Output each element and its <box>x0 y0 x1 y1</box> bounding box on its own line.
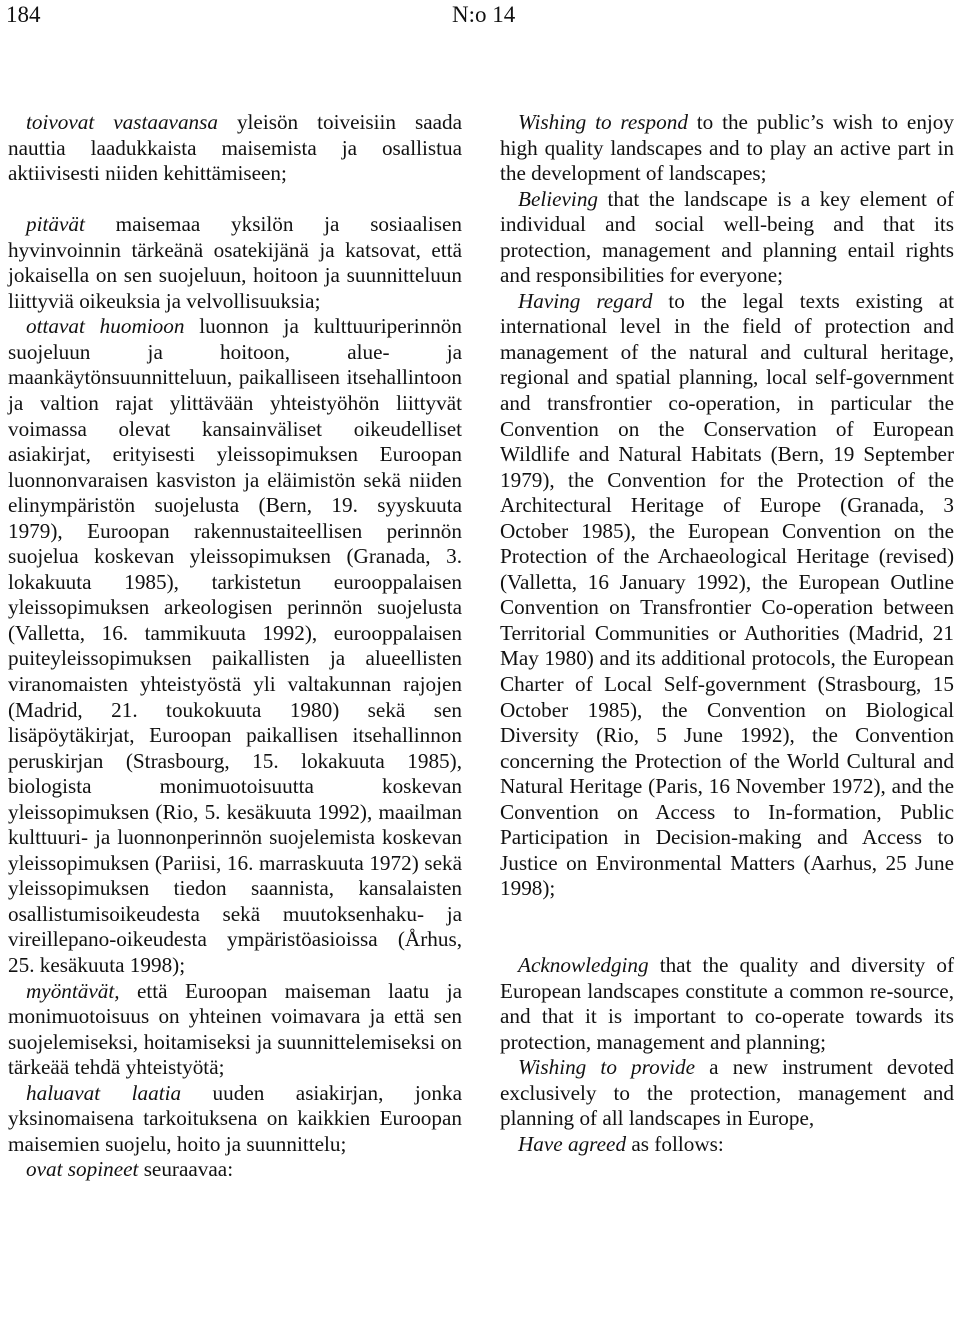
page-number: 184 <box>6 2 41 27</box>
fi-paragraph-2 <box>8 212 462 314</box>
en-paragraph-3 <box>500 289 954 902</box>
en-paragraph-5 <box>500 1055 954 1132</box>
en-lead-1: Wishing to respond <box>518 110 688 134</box>
fi-lead-3: ottavat huomioon <box>26 314 185 339</box>
en-paragraph-2 <box>500 187 954 289</box>
fi-paragraph-3 <box>8 314 462 978</box>
en-lead-2: Believing <box>518 186 599 211</box>
en-lead-6: Have agreed <box>518 1131 627 1156</box>
en-text-5: a new instrument devoted exclusively to the protection, management and planning of all landscapes in Europe, <box>500 1055 954 1131</box>
spacer <box>8 187 462 213</box>
fi-paragraph-1 <box>8 110 462 187</box>
finnish-column <box>8 110 462 1183</box>
fi-lead-5: haluavat laatia <box>26 1080 182 1105</box>
en-lead-5: Wishing to provide <box>518 1055 695 1080</box>
en-lead-4: Acknowledging <box>518 952 649 977</box>
fi-text-1: yleisön toiveisiin saada nauttia laadukkaista maisemista ja osallistua aktiivisesti niiden kehittämiseen; <box>8 110 462 186</box>
fi-paragraph-4 <box>8 979 462 1081</box>
fi-text-4: että Euroopan maiseman laatu ja monimuotoisuus on yhteinen voimavara ja että sen suojelemiseksi, hoitamiseksi ja suunnittelemiseksi on tärkeää tehdä yhteistyötä; <box>8 978 462 1080</box>
english-column <box>500 110 954 1157</box>
en-paragraph-6 <box>500 1132 954 1158</box>
fi-lead-6: ovat sopineet <box>26 1157 139 1182</box>
spacer <box>500 902 954 953</box>
en-text-1: to the public’s wish to enjoy high quality landscapes and to play an active part in the development of landscapes; <box>500 110 954 186</box>
fi-text-6: seuraavaa: <box>138 1157 234 1182</box>
fi-paragraph-6 <box>8 1157 462 1183</box>
issue-number: N:o 14 <box>452 2 516 27</box>
fi-text-2: maisemaa yksilön ja sosiaalisen hyvinvoinnin tärkeänä osatekijänä ja katsovat, että jokaisella on sen suojeluun, hoitoon ja suunnitteluun liittyviä oikeuksia ja velvollisuuksia; <box>8 212 462 313</box>
en-paragraph-1 <box>500 110 954 187</box>
page-header <box>0 0 960 40</box>
en-text-4: that the quality and diversity of European landscapes constitute a common re-source, and that it is important to co-operate towards its protection, management and planning; <box>500 952 954 1054</box>
en-text-2: that the landscape is a key element of individual and social well-being and that its protection, management and planning entail rights and responsibilities for everyone; <box>500 186 954 288</box>
fi-lead-2: pitävät <box>26 212 85 237</box>
fi-text-5: uuden asiakirjan, jonka yksinomaisena tarkoituksena on kaikkien Euroopan maisemien suojelu, hoito ja suunnittelu; <box>8 1080 462 1156</box>
en-lead-3: Having regard <box>518 288 653 313</box>
en-text-3: to the legal texts existing at international level in the field of protection and management of the natural and cultural heritage, regional and spatial planning, local self-government and transfrontier co-operation, in particular the Convention on the Conservation of European Wildlife and Natural Habitats (Bern, 19 September 1979), the Convention for the Protection of the Architectural Heritage of Europe (Granada, 3 October 1985), the European Convention on the Protection of the Archaeological Heritage (revised) (Valletta, 16 January 1992), the European Outline Convention on Transfrontier Co-operation between Territorial Communities or Authorities (Madrid, 21 May 1980) and its additional protocols, the European Charter of Local Self-government (Strasbourg, 15 October 1985), the Convention on Biological Diversity (Rio, 5 June 1992), the Convention concerning the Protection of the World Cultural and Natural Heritage (Paris, 16 November 1972), and the Convention on Access to In-formation, Public Participation in Decision-making and Access to Justice on Environmental Matters (Aarhus, 25 June 1998); <box>500 288 954 901</box>
en-text-6: as follows: <box>626 1131 724 1156</box>
fi-paragraph-5 <box>8 1081 462 1158</box>
fi-text-3: luonnon ja kulttuuriperinnön suojeluun ja hoitoon, alue- ja maankäytönsuunnitteluun, paikalliseen itsehallintoon ja valtion rajat ylittävään yhteistyöhön liittyvät voimassa olevat kansainväliset oikeudelliset asiakirjat, erityisesti yleissopimuksen Euroopan luonnonvaraisen kasviston ja eläimistön sekä niiden elinympäristön suojelusta (Bern, 19. syyskuuta 1979), Euroopan rakennustaiteellisen perinnön suojelua koskevan yleissopimuksen (Granada, 3. lokakuuta 1985), tarkistetun eurooppalaisen yleissopimuksen arkeologisen perinnön suojelusta (Valletta, 16. tammikuuta 1992), eurooppalaisen puiteyleissopimuksen paikallisten ja alueellisten viranomaisten yhteistyöstä yli valtakunnan rajojen (Madrid, 21. toukokuuta 1980) sekä sen lisäpöytäkirjat, Euroopan paikallisen itsehallinnon peruskirjan (Strasbourg, 15. lokakuuta 1985), biologista monimuotoisuutta koskevan yleissopimuksen (Rio, 5. kesäkuuta 1992), maailman kulttuuri- ja luonnonperinnön suojelemista koskevan yleissopimuksen (Pariisi, 16. marraskuuta 1972) sekä yleissopimuksen tiedon saannista, kansalaisten osallistumisoikeudesta sekä muutoksenhaku- ja vireillepano-oikeudesta ympäristöasioissa (Århus, 25. kesäkuuta 1998); <box>8 314 462 977</box>
fi-lead-1: toivovat vastaavansa <box>26 110 218 134</box>
en-paragraph-4 <box>500 953 954 1055</box>
fi-lead-4: myöntävät, <box>26 978 120 1003</box>
